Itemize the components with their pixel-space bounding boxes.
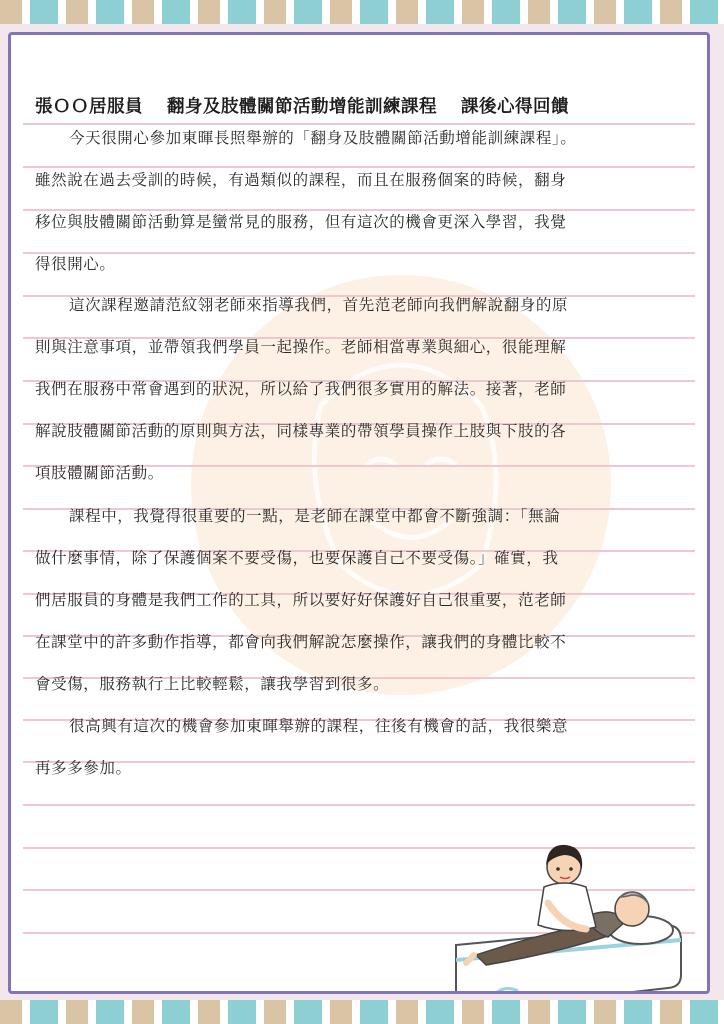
text-line: 很高興有這次的機會參加東暉舉辦的課程，往後有機會的話，我很樂意 [69,717,569,735]
text-line: 課程中，我覺得很重要的一點，是老師在課堂中都會不斷強調：「無論 [69,507,561,525]
paragraph-4 [35,705,685,789]
text-line: 我們在服務中常會遇到的狀況，所以給了我們很多實用的解法。接著，老師 [35,380,567,398]
text-line: 解說肢體關節活動的原則與方法，同樣專業的帶領學員操作上肢與下肢的各 [35,422,567,440]
title-person: 張ＯＯ居服員 [35,97,143,117]
text-line: 則與注意事項，並帶領我們學員一起操作。老師相當專業與細心，很能理解 [35,338,567,356]
page-title [35,93,710,118]
text-line: 雖然說在過去受訓的時候，有過類似的課程，而且在服務個案的時候，翻身 [35,171,567,189]
top-stripe-border [0,0,724,24]
text-line: 得很開心。 [35,255,116,273]
title-course: 翻身及肢體關節活動增能訓練課程 [167,97,437,117]
paragraph-1 [35,117,685,285]
text-line: 在課堂中的許多動作指導，都會向我們解說怎麼操作，讓我們的身體比較不 [35,633,567,651]
text-line: 項肢體關節活動。 [35,464,164,482]
text-line: 再多多參加。 [35,759,132,777]
letter-paper [8,32,710,994]
text-line: 們居服員的身體是我們工作的工具，所以要好好保護好自己很重要，范老師 [35,591,567,609]
text-line: 會受傷，服務執行上比較輕鬆，讓我學習到很多。 [35,675,390,693]
rule-line [23,804,695,806]
text-line: 這次課程邀請范紋翎老師來指導我們，首先范老師向我們解說翻身的原 [69,296,569,314]
title-type: 課後心得回饋 [461,97,569,117]
text-line: 移位與肢體關節活動算是蠻常見的服務，但有這次的機會更深入學習，我覺 [35,213,567,231]
paragraph-2 [35,284,685,494]
caregiver-turning-patient-illustration-icon [436,825,686,994]
bottom-stripe-border [0,1000,724,1024]
paragraph-3 [35,495,685,705]
text-line: 做什麼事情，除了保護個案不要受傷，也要保護自己不要受傷。」確實，我 [35,549,559,567]
text-line: 今天很開心參加東暉長照舉辦的「翻身及肢體關節活動增能訓練課程」。 [69,129,577,147]
